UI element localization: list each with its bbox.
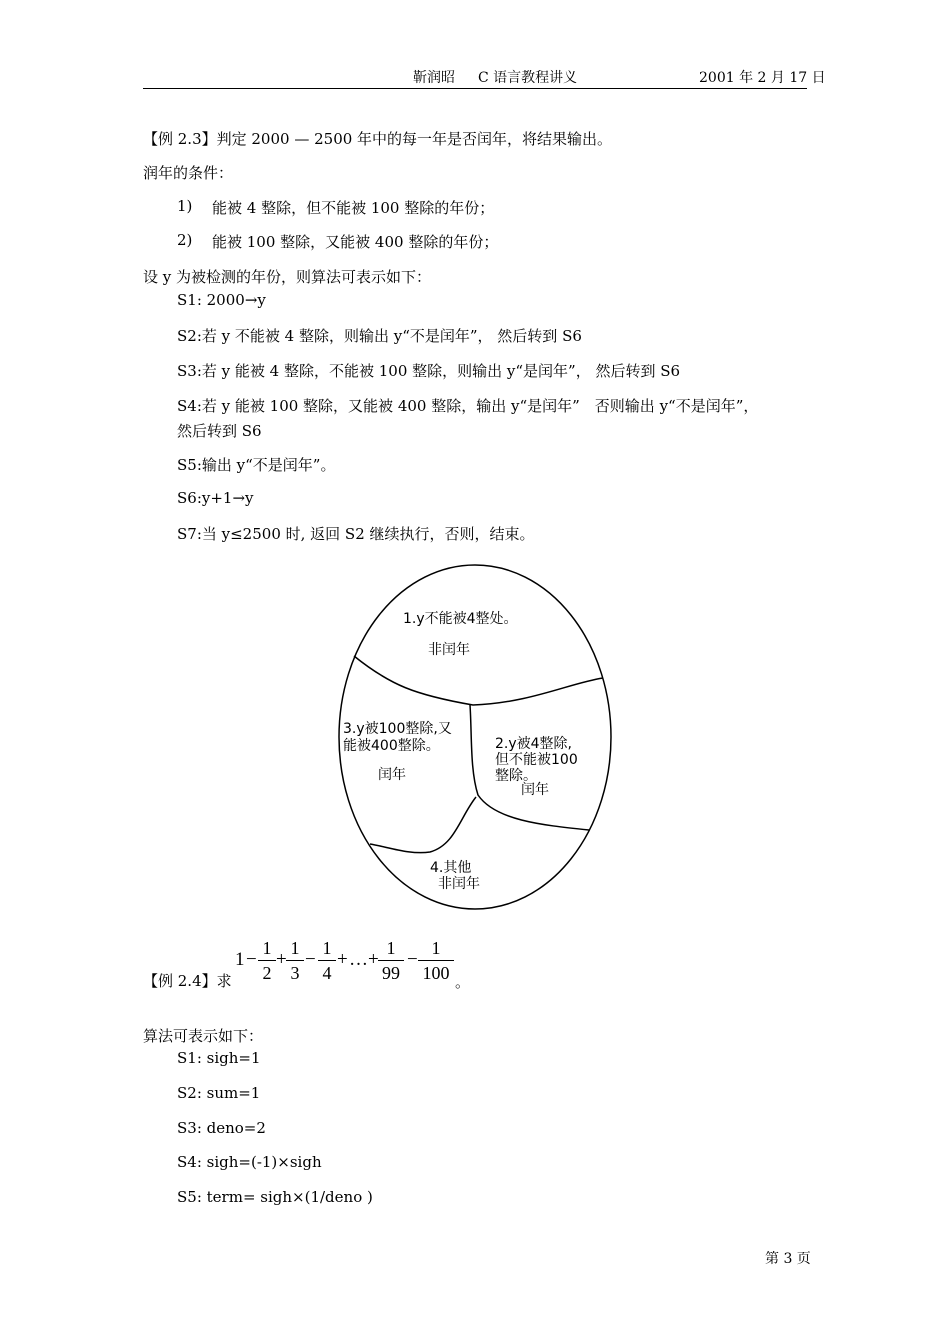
step-2-s3: S3: deno=2 xyxy=(177,1119,266,1137)
fraction-denominator: 3 xyxy=(290,963,300,983)
step-s4: S4:若 y 能被 100 整除，又能被 400 整除，输出 y“是闰年” 否则输出 y“不是闰年”， xyxy=(177,397,759,415)
header-rule xyxy=(143,88,807,89)
formula-plus: + xyxy=(368,949,379,970)
fraction-1-99 xyxy=(378,937,404,984)
page-number: 第 3 页 xyxy=(765,1251,811,1267)
fraction-1-100 xyxy=(418,937,454,984)
step-2-s1: S1: sigh=1 xyxy=(177,1049,261,1067)
formula-end-mark: 。 xyxy=(455,973,471,991)
condition-1-text: 能被 4 整除，但不能被 100 整除的年份； xyxy=(212,199,495,217)
formula-minus: − xyxy=(246,949,257,970)
region-2-label-line1: 2.y被4整除, xyxy=(495,736,572,752)
leap-condition-label: 润年的条件： xyxy=(143,164,234,182)
fraction-denominator: 99 xyxy=(382,963,400,983)
formula-minus: − xyxy=(305,949,316,970)
region-4-label: 4.其他 xyxy=(430,860,472,876)
fraction-denominator: 2 xyxy=(262,963,272,983)
fraction-1-2 xyxy=(258,937,276,984)
step-2-s4: S4: sigh=(-1)×sigh xyxy=(177,1153,322,1171)
fraction-numerator: 1 xyxy=(431,938,441,958)
fraction-1-3 xyxy=(286,937,304,984)
step-s2: S2:若 y 不能被 4 整除，则输出 y“不是闰年”， 然后转到 S6 xyxy=(177,327,582,345)
fraction-numerator: 1 xyxy=(386,938,396,958)
fraction-numerator: 1 xyxy=(290,938,300,958)
step-2-s2: S2: sum=1 xyxy=(177,1084,261,1102)
formula-plus: + xyxy=(276,949,287,970)
fraction-bar xyxy=(318,960,336,961)
fraction-denominator: 100 xyxy=(422,963,450,983)
header-date: 2001 年 2 月 17 日 xyxy=(699,70,826,86)
step-s6: S6:y+1→y xyxy=(177,489,254,507)
formula-ellipsis: … xyxy=(349,949,368,970)
header-course: C 语言教程讲义 xyxy=(478,70,578,86)
region-4-result: 非闰年 xyxy=(438,876,480,892)
algorithm-intro-2: 算法可表示如下： xyxy=(143,1027,264,1045)
fraction-numerator: 1 xyxy=(322,938,332,958)
fraction-bar xyxy=(378,960,404,961)
example-2-4-title: 【例 2.4】求 xyxy=(143,972,232,990)
diagram-divider-bottom xyxy=(370,797,476,853)
fraction-denominator: 4 xyxy=(322,963,332,983)
step-s4-continued: 然后转到 S6 xyxy=(177,422,262,440)
formula-one: 1 xyxy=(235,949,245,970)
region-3-label-line1: 3.y被100整除,又 xyxy=(343,721,452,737)
diagram-divider-top xyxy=(354,656,603,705)
step-2-s5: S5: term= sigh×(1/deno ) xyxy=(177,1188,373,1206)
step-s1: S1: 2000→y xyxy=(177,291,266,309)
formula-plus: + xyxy=(337,949,348,970)
fraction-bar xyxy=(418,960,454,961)
step-s7: S7:当 y≤2500 时, 返回 S2 继续执行，否则，结束。 xyxy=(177,525,535,543)
fraction-bar xyxy=(286,960,304,961)
example-2-3-title: 【例 2.3】判定 2000 — 2500 年中的每一年是否闰年，将结果输出。 xyxy=(143,130,613,148)
step-s5: S5:输出 y“不是闰年”。 xyxy=(177,456,336,474)
region-1-result: 非闰年 xyxy=(428,642,470,658)
fraction-1-4 xyxy=(318,937,336,984)
condition-2-number: 2) xyxy=(177,231,193,249)
fraction-bar xyxy=(258,960,276,961)
header-author: 靳润昭 xyxy=(413,70,455,86)
region-3-label-line2: 能被400整除。 xyxy=(343,738,440,754)
region-3-result: 闰年 xyxy=(378,767,406,783)
condition-1-number: 1) xyxy=(177,197,193,215)
region-1-label: 1.y不能被4整处。 xyxy=(403,611,518,627)
condition-2-text: 能被 100 整除，又能被 400 整除的年份； xyxy=(212,233,499,251)
region-2-result: 闰年 xyxy=(521,782,549,798)
region-2-label-line2: 但不能被100 xyxy=(495,752,578,768)
fraction-numerator: 1 xyxy=(262,938,272,958)
formula-minus: − xyxy=(407,949,418,970)
step-s3: S3:若 y 能被 4 整除，不能被 100 整除，则输出 y“是闰年”， 然后转到 S6 xyxy=(177,362,681,380)
algorithm-intro: 设 y 为被检测的年份，则算法可表示如下： xyxy=(143,268,432,286)
region-2-label-line3: 整除。 xyxy=(495,768,537,784)
